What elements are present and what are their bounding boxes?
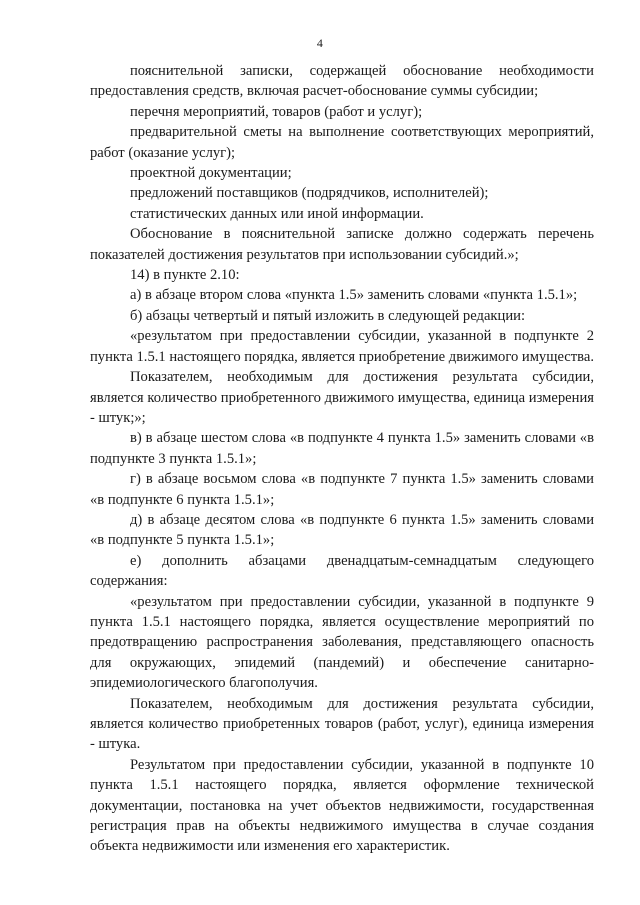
paragraph-indicator-movable-property: Показателем, необходимым для достижения результата субсидии, является количество приобретенного движимого имущества, единица измерения - штук;»; bbox=[90, 369, 594, 426]
paragraph-project-documentation: проектной документации; bbox=[130, 165, 292, 182]
paragraph-result-subparagraph-10: Результатом при предоставлении субсидии, указанной в подпункте 10 пункта 1.5.1 настоящего порядка, является оформление технической документации, постановка на учет объектов недвижимости, государственная регистрация прав на объекты недвижимого имущества в случае создания объекта недвижимости или изменения его характеристик. bbox=[90, 756, 594, 855]
paragraph-justification: Обоснование в пояснительной записке должно содержать перечень показателей достижения результатов при использовании субсидий.»; bbox=[90, 226, 594, 263]
paragraph-item-14: 14) в пункте 2.10: bbox=[130, 267, 240, 284]
paragraph-item-b: б) абзацы четвертый и пятый изложить в следующей редакции: bbox=[130, 307, 525, 324]
paragraph-item-d: д) в абзаце десятом слова «в подпункте 6 пункта 1.5» заменить словами «в подпункте 5 пункта 1.5.1»; bbox=[90, 511, 594, 549]
document-body bbox=[90, 61, 594, 857]
paragraph-indicator-goods-works: Показателем, необходимым для достижения результата субсидии, является количество приобретенных товаров (работ, услуг), единица измерения - штука. bbox=[90, 695, 594, 753]
paragraph-explanatory-note: пояснительной записки, содержащей обоснование необходимости предоставления средств, включая расчет-обоснование суммы субсидии; bbox=[90, 63, 594, 100]
paragraph-item-g: г) в абзаце восьмом слова «в подпункте 7 пункта 1.5» заменить словами «в подпункте 6 пункта 1.5.1»; bbox=[90, 471, 594, 508]
paragraph-list-of-measures: перечня мероприятий, товаров (работ и услуг); bbox=[130, 103, 423, 120]
paragraph-item-v: в) в абзаце шестом слова «в подпункте 4 пункта 1.5» заменить словами «в подпункте 3 пункта 1.5.1»; bbox=[90, 430, 594, 467]
paragraph-statistical-data: статистических данных или иной информации. bbox=[130, 205, 424, 222]
page-number: 4 bbox=[316, 36, 324, 50]
paragraph-item-e: е) дополнить абзацами двенадцатым-семнадцатым следующего содержания: bbox=[90, 552, 594, 590]
paragraph-result-subparagraph-9: «результатом при предоставлении субсидии, указанной в подпункте 9 пункта 1.5.1 настоящего порядка, является осуществление мероприятий по предотвращению распространения заболевания, представляющего опасность для окружающих, эпидемий (пандемий) и обеспечение санитарно-эпидемиологического благополучия. bbox=[90, 593, 594, 692]
paragraph-result-subparagraph-2: «результатом при предоставлении субсидии, указанной в подпункте 2 пункта 1.5.1 настоящего порядка, является приобретение движимого имущества. bbox=[90, 328, 594, 365]
paragraph-item-a: а) в абзаце втором слова «пункта 1.5» заменить словами «пункта 1.5.1»; bbox=[130, 287, 578, 304]
paragraph-supplier-offers: предложений поставщиков (подрядчиков, исполнителей); bbox=[130, 185, 489, 202]
paragraph-preliminary-estimate: предварительной сметы на выполнение соответствующих мероприятий, работ (оказание услуг); bbox=[90, 124, 594, 161]
